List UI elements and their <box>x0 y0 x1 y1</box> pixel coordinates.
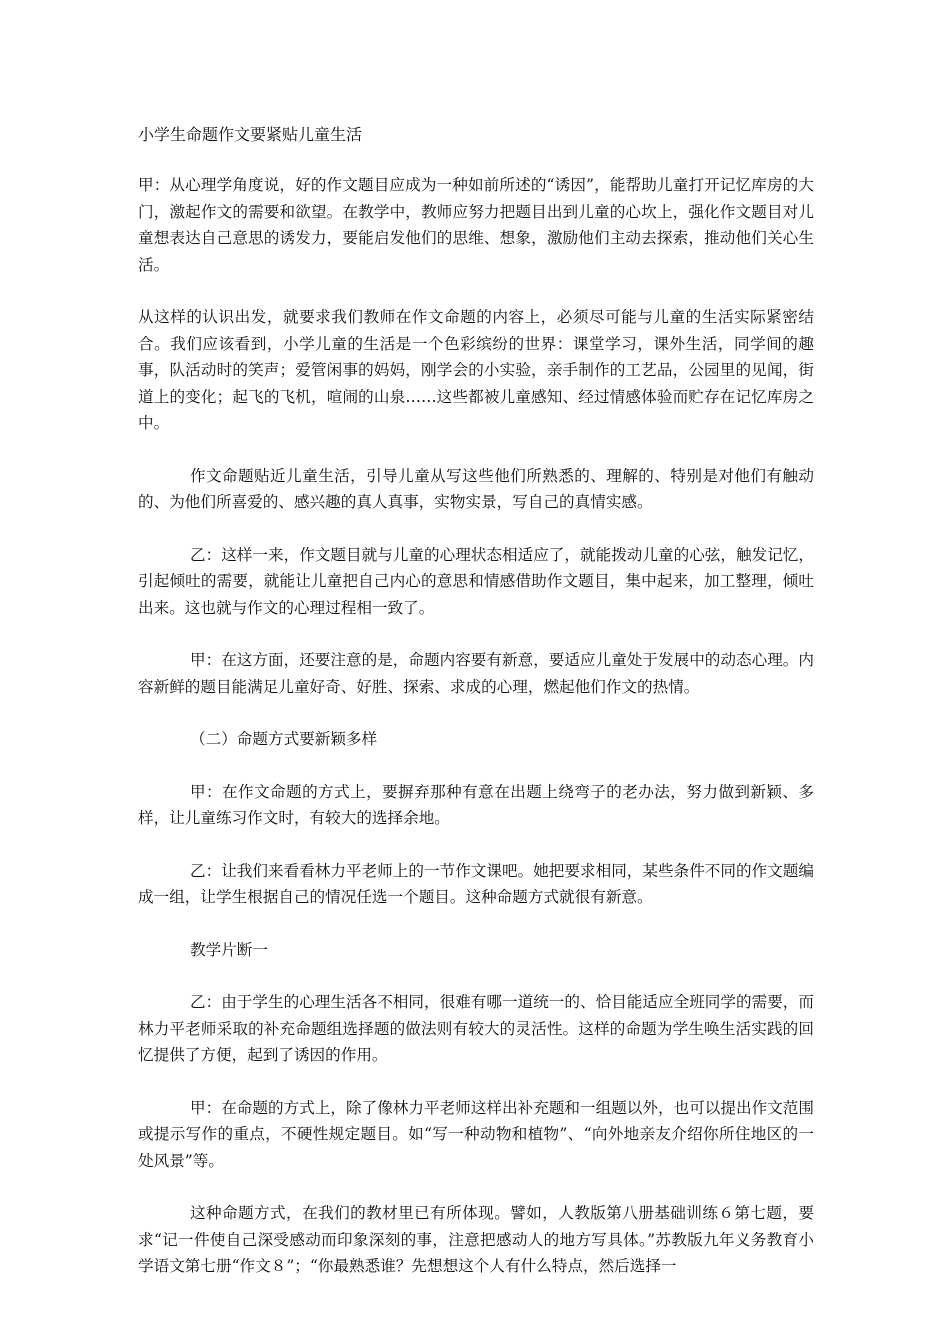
paragraph-5: 甲：在这方面，还要注意的是，命题内容要有新意，要适应儿童处于发展中的动态心理。内容新鲜的题目能满足儿童好奇、好胜、探索、求成的心理，燃起他们作文的热情。 <box>138 651 814 696</box>
paragraph-4: 乙：这样一来，作文题目就与儿童的心理状态相适应了，就能拨动儿童的心弦，触发记忆，引起倾吐的需要，就能让儿童把自己内心的意思和情感借助作文题目，集中起来，加工整理，倾吐出来。这也就与作文的心理过程相一致了。 <box>138 545 814 617</box>
paragraph-9: 甲：在命题的方式上，除了像林力平老师这样出补充题和一组题以外，也可以提出作文范围或提示写作的重点，不硬性规定题目。如“写一种动物和植物”、“向外地亲友介绍你所住地区的一处风景”等。 <box>138 1098 814 1170</box>
document-page <box>138 122 814 1306</box>
paragraph-8: 乙：由于学生的心理生活各不相同，很难有哪一道统一的、恰目能适应全班同学的需要，而林力平老师采取的补充命题组选择题的做法则有较大的灵活性。这样的命题为学生唤生活实践的回忆提供了方便，起到了诱因的作用。 <box>138 993 814 1064</box>
paragraph-2: 从这样的认识出发，就要求我们教师在作文命题的内容上，必须尽可能与儿童的生活实际紧密结合。我们应该看到，小学儿童的生活是一个色彩缤纷的世界：课堂学习，课外生活，同学间的趣事，队活动时的笑声；爱管闲事的妈妈，刚学会的小实验，亲手制作的工艺品，公园里的见闻，街道上的变化；起飞的飞机，喧闹的山泉……这些都被儿童感知、经过情感体验而贮存在记忆库房之中。 <box>138 308 814 432</box>
paragraph-1: 甲：从心理学角度说，好的作文题目应成为一种如前所述的“诱因”，能帮助儿童打开记忆库房的大门，激起作文的需要和欲望。在教学中，教师应努力把题目出到儿童的心坎上，强化作文题目对儿童想表达自己意思的诱发力，要能启发他们的思维、想象，激励他们主动去探索，推动他们关心生活。 <box>138 176 814 274</box>
paragraph-3: 作文命题贴近儿童生活，引导儿童从写这些他们所熟悉的、理解的、特别是对他们有触动的、为他们所喜爱的、感兴趣的真人真事，实物实景，写自己的真情实感。 <box>138 466 814 511</box>
section-heading: （二）命题方式要新颖多样 <box>190 730 378 748</box>
paragraph-7: 乙：让我们来看看林力平老师上的一节作文课吧。她把要求相同，某些条件不同的作文题编成一组，让学生根据自己的情况任选一个题目。这种命题方式就很有新意。 <box>138 861 814 906</box>
document-title: 小学生命题作文要紧贴儿童生活 <box>138 125 363 144</box>
teaching-segment-heading: 教学片断一 <box>190 940 268 959</box>
paragraph-6: 甲：在作文命题的方式上，要摒弃那种有意在出题上绕弯子的老办法，努力做到新颖、多样，让儿童练习作文时，有较大的选择余地。 <box>138 782 814 827</box>
paragraph-10: 这种命题方式，在我们的教材里已有所体现。譬如，人教版第八册基础训练６第七题，要求“记一件使自己深受感动而印象深刻的事，注意把感动人的地方写具体。”苏教版九年义务教育小学语文第七册“作文８”；“你最熟悉谁？先想想这个人有什么特点，然后选择一 <box>138 1204 814 1275</box>
